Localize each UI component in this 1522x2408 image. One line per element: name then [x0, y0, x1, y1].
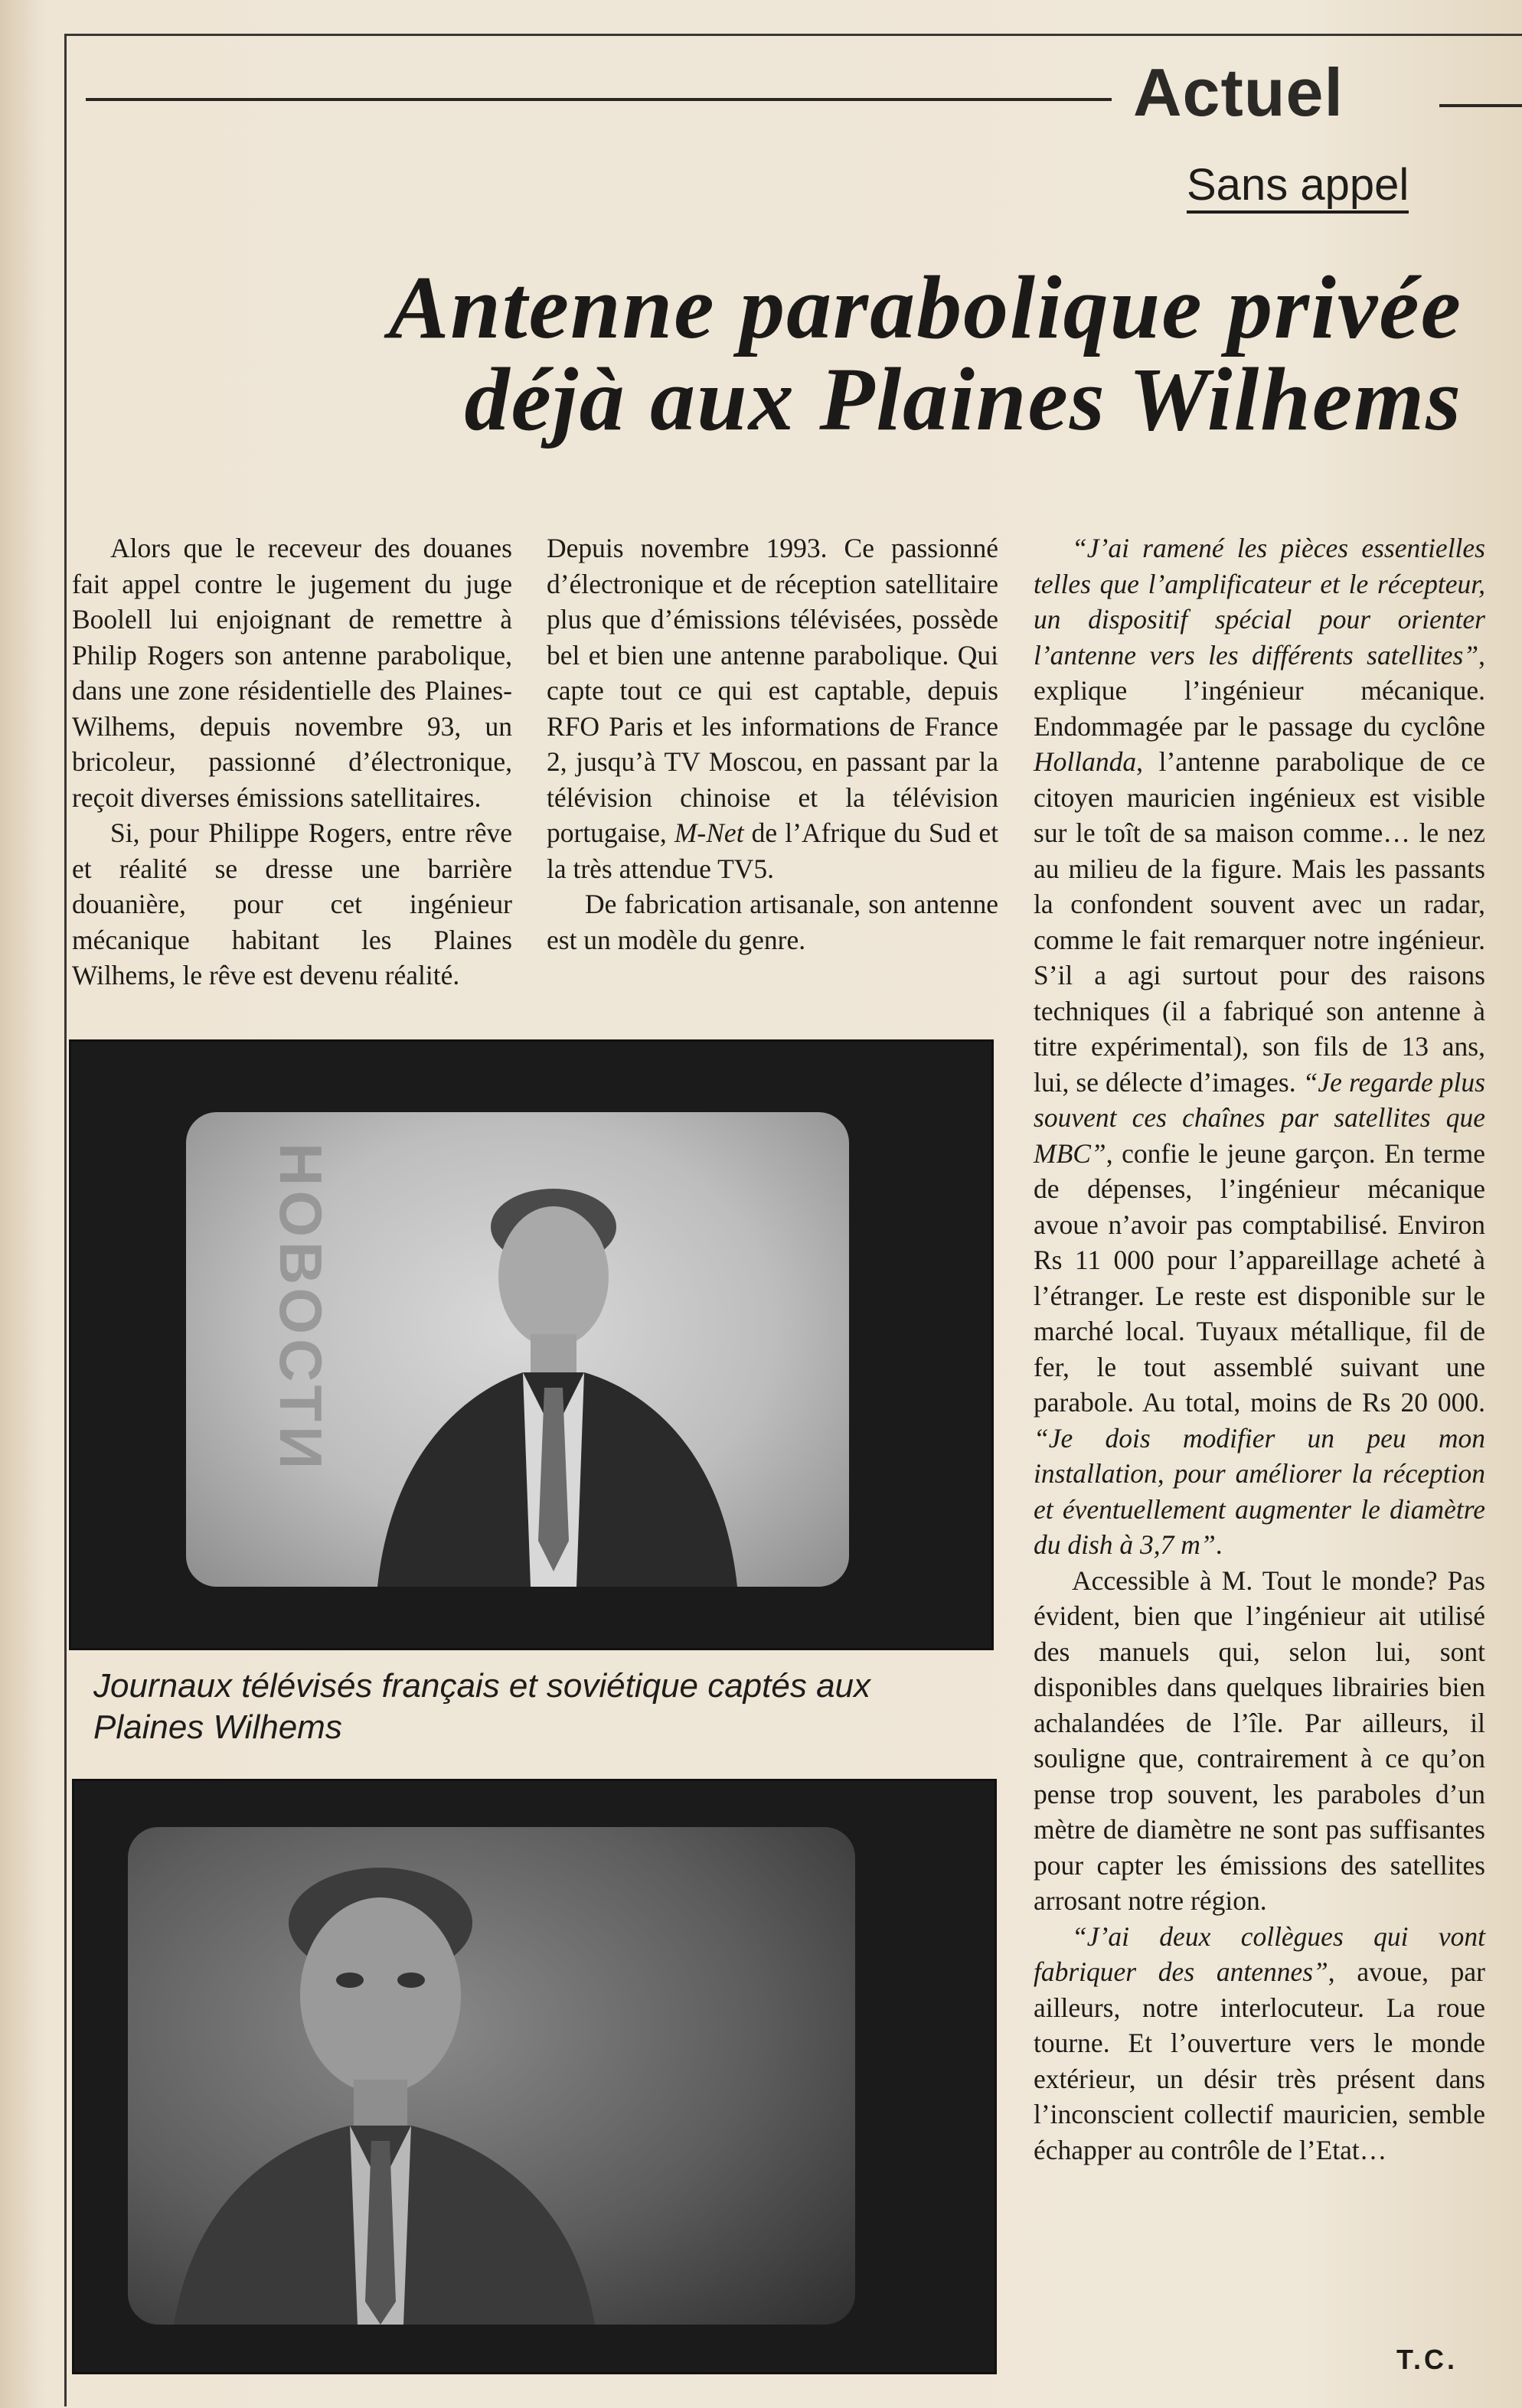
paragraph: [1034, 530, 1485, 1563]
news-anchor-image: [186, 1112, 849, 1587]
text-run: .: [1215, 1529, 1223, 1560]
rubric-label: Sans appel: [1187, 162, 1409, 214]
header-rule: [86, 98, 1112, 101]
article-column-1: [72, 530, 512, 994]
news-anchor-image: [128, 1827, 855, 2325]
headline: [115, 257, 1462, 450]
text-run: , avoue, par ailleurs, notre interlocuteur. La roue tourne. Et l’ouverture vers le monde extérieur, un désir très présent dans l’inconscient collectif mauricien, semble échapper au contrôle de l’Etat…: [1034, 1956, 1485, 2165]
quote: “J’ai deux collègues qui vont fabriquer des antennes”: [1034, 1920, 1485, 1987]
text-run: , l’antenne parabolique de ce citoyen mauricien ingénieux est visible sur le toît de sa maison comme… le nez au milieu de la figure. Mais les passants la confondent souvent avec un radar, comme le fait remarquer notre ingénieur. S’il a agi surtout pour des raisons techniques (il a fabriqué son antenne à titre expérimental), son fils de 13 ans, lui, se délecte d’images.: [1034, 746, 1485, 1098]
paragraph: Accessible à M. Tout le monde? Pas évident, bien que l’ingénieur ait utilisé des manuels qui, selon lui, sont disponibles dans quelques librairies bien achalandées de l’île. Par ailleurs, il souligne que, contrairement à ce qu’on pense trop souvent, les paraboles d’un mètre de diamètre ne sont pas suffisantes pour capter les émissions des satellites arrosant notre région.: [1034, 1565, 1485, 1916]
screen-overlay-text: НОВОСТИ: [267, 1143, 335, 1474]
text-run: , confie le jeune garçon. En terme de dépenses, l’ingénieur mécanique avoue n’avoir pas comptabilisé. Environ Rs 11 000 pour l’appareillage acheté à l’étranger. Le reste est disponible sur le marché local. Tuyaux métallique, fil de fer, le tout assemblé suivant une parabole. Au total, moins de Rs 20 000.: [1034, 1137, 1485, 1418]
article-column-3: [1034, 530, 1485, 2168]
header-rule-right: [1439, 104, 1522, 107]
quote: “J’ai ramené les pièces essentielles telles que l’amplificateur et le récepteur, un dispositif spécial pour orienter l’antenne vers les différents satellites”: [1034, 533, 1485, 671]
tv-screen: [128, 1827, 855, 2325]
text-run: Depuis novembre 1993. Ce passionné d’électronique et de réception satellitaire plus que d’émissions télévisées, possède bel et bien une antenne parabolique. Qui capte tout ce qui est captable, depuis RFO Paris et les informations de France 2, jusqu’à TV Moscou, en passant par la télévision chinoise et la télévision portugaise,: [547, 533, 998, 848]
page-border-left: [64, 34, 67, 2406]
paragraph: De fabrication artisanale, son antenne est un modèle du genre.: [547, 889, 998, 955]
paragraph: [1034, 1919, 1485, 2168]
author-initials: T.C.: [1396, 2344, 1458, 2375]
photo-caption: Journaux télévisés français et soviétique captés aux Plaines Wilhems: [93, 1667, 871, 1746]
article-column-2: [547, 530, 998, 958]
paragraph: Si, pour Philippe Rogers, entre rêve et réalité se dresse une barrière douanière, pour cet ingénieur mécanique habitant les Plaines Wilhems, le rêve est devenu réalité.: [72, 817, 512, 990]
tv-photo-1: [69, 1039, 994, 1650]
tv-screen: [186, 1112, 849, 1587]
text-run-italic: Hollanda: [1034, 746, 1137, 777]
quote: “Je regarde plus souvent ces chaînes par satellites que MBC”: [1034, 1066, 1485, 1169]
headline-line-2: déjà aux Plaines Wilhems: [464, 349, 1462, 450]
text-run: , explique l’ingénieur mécanique. Endommagée par le passage du cyclône: [1034, 639, 1485, 742]
text-run-italic: M-Net: [674, 817, 744, 848]
paragraph: [547, 530, 998, 886]
page-border-top: [64, 34, 1522, 36]
headline-line-1: Antenne parabolique privée: [388, 257, 1462, 357]
quote: “Je dois modifier un peu mon installation, pour améliorer la réception et éventuellement augmenter le diamètre du dish à 3,7 m”: [1034, 1422, 1485, 1560]
paragraph: Alors que le receveur des douanes fait appel contre le jugement du juge Boolell lui enjoignant de remettre à Philip Rogers son antenne parabolique, dans une zone résidentielle des Plaines-Wilhems, depuis novembre 93, un bricoleur, passionné d’électronique, reçoit diverses émissions satellitaires.: [72, 533, 512, 813]
text-run: de l’Afrique du Sud et la très attendue TV5.: [547, 817, 998, 884]
section-title: Actuel: [1133, 54, 1344, 130]
tv-photo-2: [72, 1779, 997, 2374]
